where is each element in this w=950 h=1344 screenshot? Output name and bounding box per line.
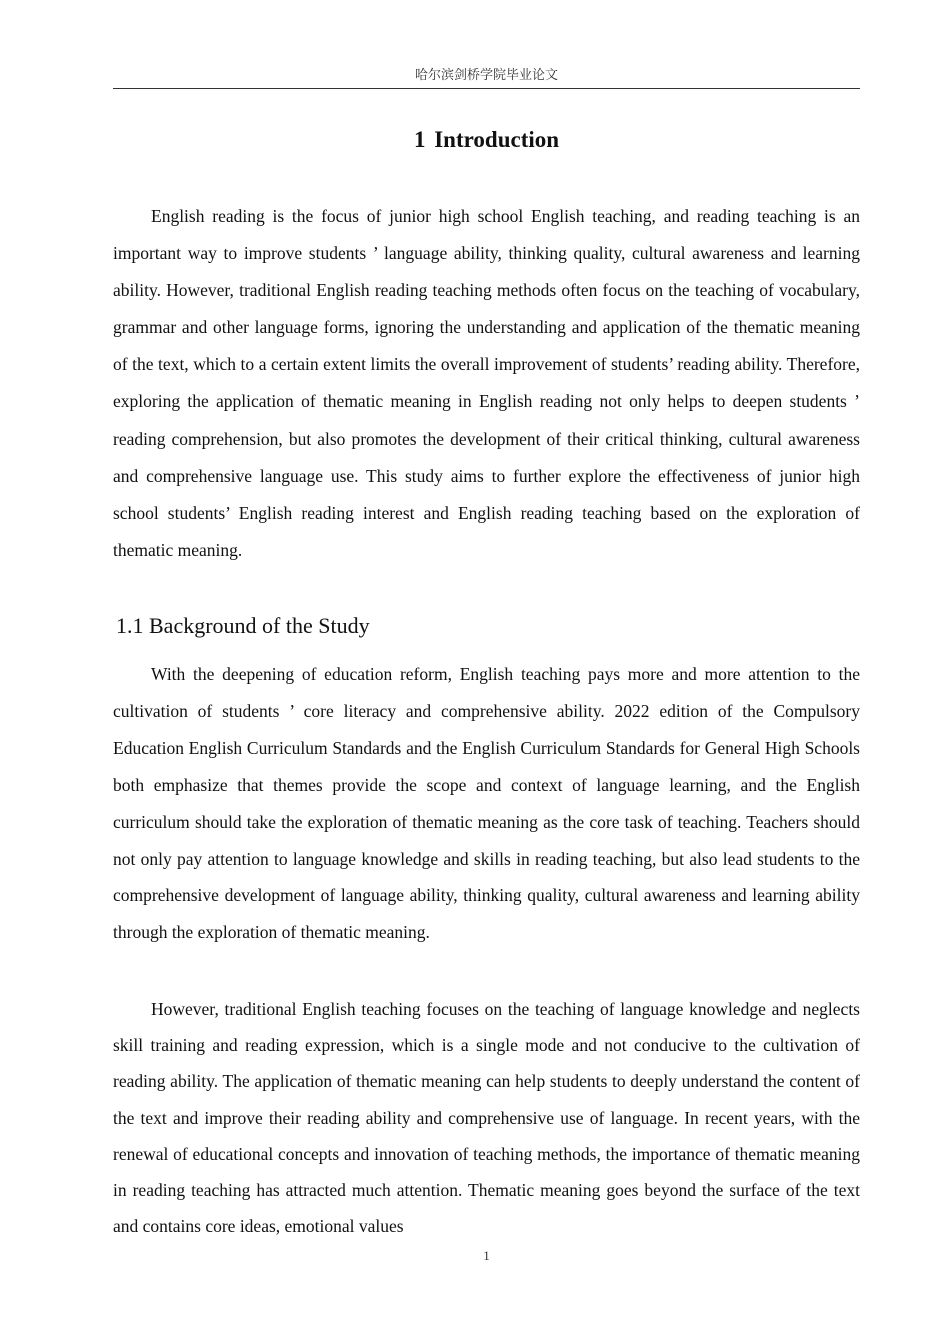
header-divider: [113, 88, 860, 89]
page-number: 1: [483, 1248, 490, 1263]
body-paragraph: With the deepening of education reform, English teaching pays more and more attention to the cultivation of students ’ core literacy and comprehensive ability. 2022 edition of the Compulsory Education English Curriculum Standards and the English Curriculum Standards for General High Schools both emphasize that themes provide the scope and context of language learning, and the English curriculum should take the exploration of thematic meaning as the core task of teaching. Teachers should not only pay attention to language knowledge and skills in reading teaching, but also lead students to the comprehensive development of language ability, thinking quality, cultural awareness and learning ability through the exploration of thematic meaning.: [113, 664, 860, 943]
intro-paragraph: English reading is the focus of junior high school English teaching, and reading teaching is an important way to improve students ’ language ability, thinking quality, cultural awareness and learning ability. However, traditional English reading teaching methods often focus on the teaching of vocabulary, grammar and other language forms, ignoring the understanding and application of the thematic meaning of the text, which to a certain extent limits the overall improvement of students’ reading ability. Therefore, exploring the application of thematic meaning in English reading not only helps to deepen students ’ reading comprehension, but also promotes the development of their critical thinking, cultural awareness and comprehensive language use. This study aims to further explore the effectiveness of junior high school students’ English reading interest and English reading teaching based on the exploration of thematic meaning.: [113, 206, 860, 560]
body-paragraph: However, traditional English teaching focuses on the teaching of language knowledge and neglects skill training and reading expression, which is a single mode and not conducive to the cultivation of reading ability. The application of thematic meaning can help students to deeply understand the content of the text and improve their reading ability and comprehensive use of language. In recent years, with the renewal of educational concepts and innovation of teaching methods, the importance of thematic meaning in reading teaching has attracted much attention. Thematic meaning goes beyond the surface of the text and contains core ideas, emotional values: [113, 999, 860, 1237]
running-header: 哈尔滨剑桥学院毕业论文: [414, 68, 558, 83]
chapter-title: 1 Introduction: [413, 127, 560, 152]
section-heading: 1.1 Background of the Study: [116, 613, 370, 638]
